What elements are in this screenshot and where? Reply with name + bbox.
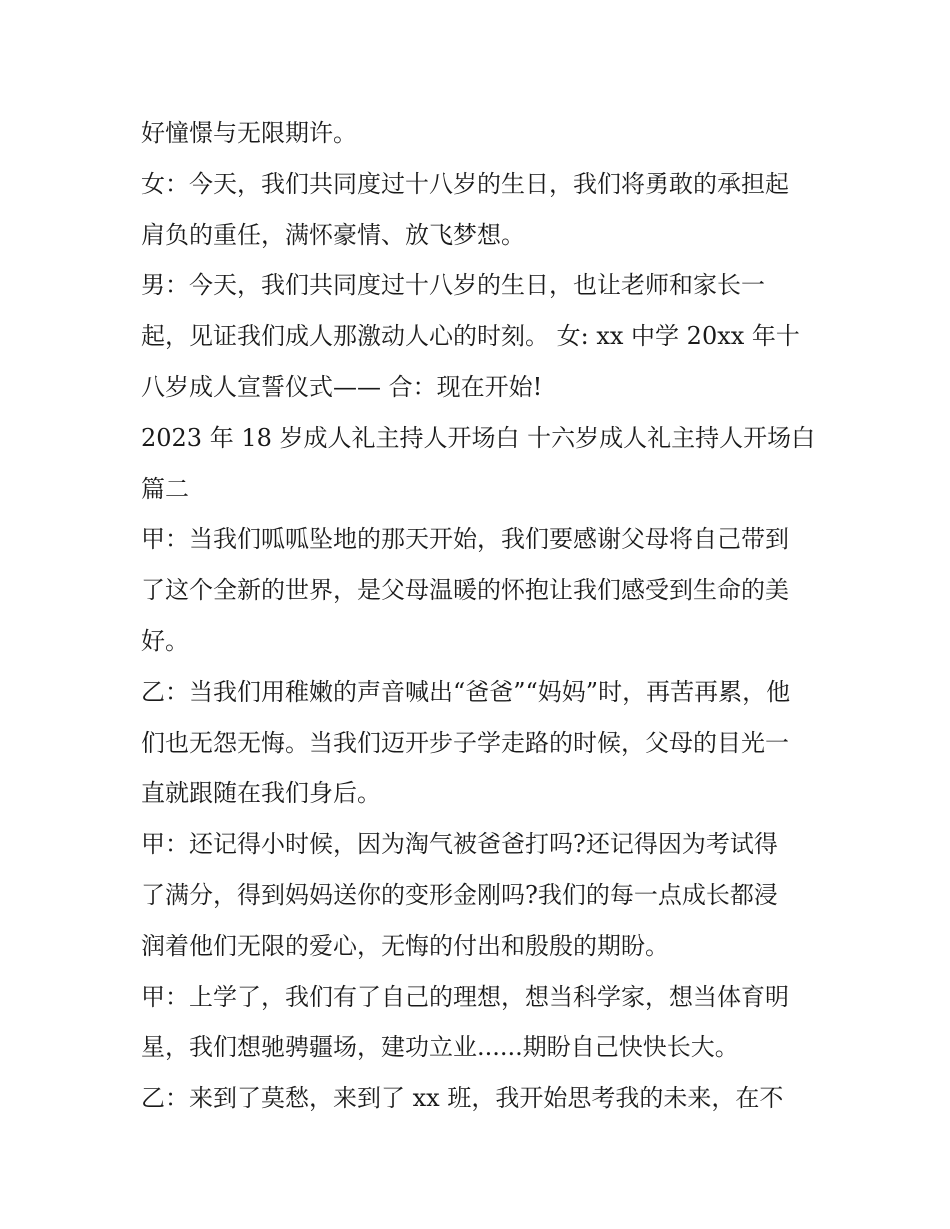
text-line: 乙：来到了莫愁，来到了 xx 班，我开始思考我的未来，在不 — [141, 1084, 784, 1113]
text-line: 男：今天，我们共同度过十八岁的生日，也让老师和家长一 — [141, 271, 765, 300]
text-line: 好。 — [141, 626, 189, 655]
section-title: 2023 年 18 岁成人礼主持人开场白 十六岁成人礼主持人开场白 — [141, 423, 816, 452]
text-line: 好憧憬与无限期许。 — [141, 119, 357, 147]
text-line: 甲：当我们呱呱坠地的那天开始，我们要感谢父母将自己带到 — [141, 525, 789, 554]
text-line: 女：今天，我们共同度过十八岁的生日，我们将勇敢的承担起 — [141, 169, 789, 198]
text-line: 了满分，得到妈妈送你的变形金刚吗?我们的每一点成长都浸 — [141, 880, 778, 909]
text-line: 八岁成人宣誓仪式—— 合：现在开始! — [141, 372, 543, 401]
document-body — [141, 108, 821, 1124]
text-line: 直就跟随在我们身后。 — [141, 779, 381, 808]
text-line: 乙：当我们用稚嫩的声音喊出“爸爸”“妈妈”时，再苦再累，他 — [141, 677, 791, 706]
text-line: 甲：上学了，我们有了自己的理想，想当科学家，想当体育明 — [141, 982, 789, 1011]
text-line: 润着他们无限的爱心，无悔的付出和殷殷的期盼。 — [141, 931, 669, 960]
text-line: 甲：还记得小时候，因为淘气被爸爸打吗?还记得因为考试得 — [141, 830, 778, 859]
text-line: 起，见证我们成人那激动人心的时刻。 女: xx 中学 20xx 年十 — [141, 322, 800, 351]
section-title: 篇二 — [141, 474, 189, 503]
text-line: 了这个全新的世界，是父母温暖的怀抱让我们感受到生命的美 — [141, 576, 789, 605]
text-line: 肩负的重任，满怀豪情、放飞梦想。 — [141, 220, 525, 249]
text-line: 们也无怨无悔。当我们迈开步子学走路的时候，父母的目光一 — [141, 728, 789, 757]
text-line: 星，我们想驰骋疆场，建功立业......期盼自己快快长大。 — [141, 1033, 739, 1062]
